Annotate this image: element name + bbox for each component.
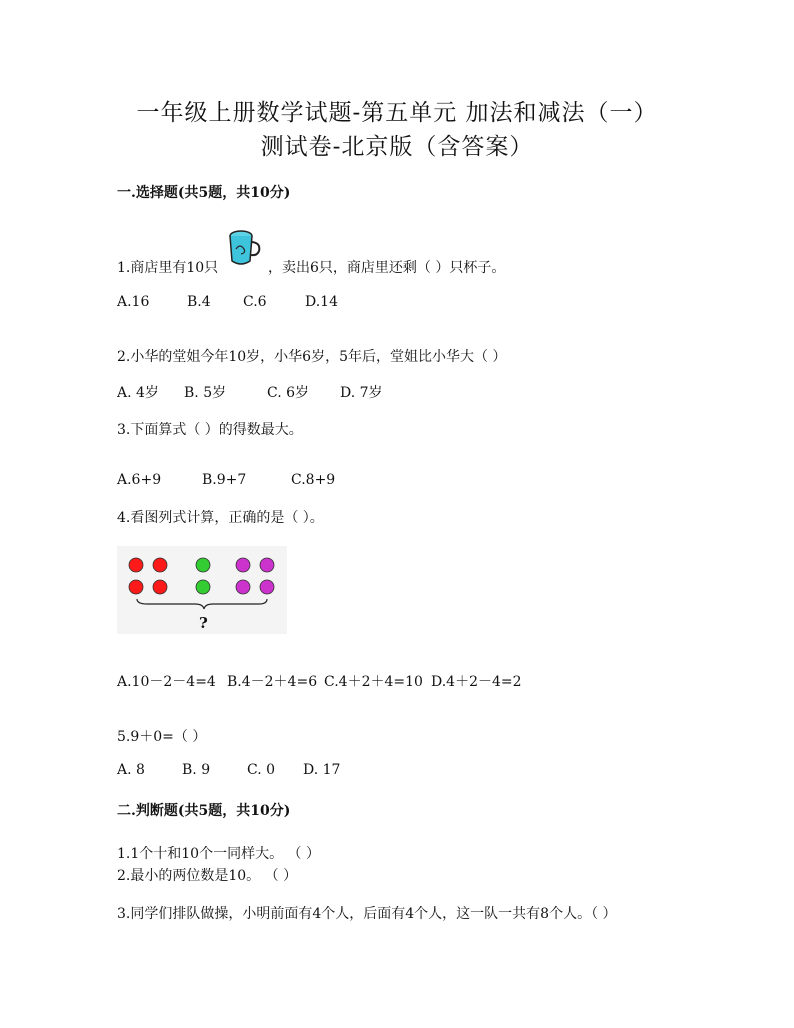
judge-1-text: 1.1个十和10个一同样大。 （ ）: [117, 846, 320, 862]
option-b: B.9+7: [202, 472, 247, 488]
option-c: C.6: [243, 294, 267, 310]
option-b: B.4－2＋4=6: [227, 674, 318, 690]
option-a: A.6+9: [117, 472, 162, 488]
section-choice-heading: 一.选择题(共5题，共10分): [117, 185, 291, 201]
option-a: A. 8: [117, 762, 145, 778]
option-a: A.16: [117, 294, 150, 310]
red-dot: [153, 558, 167, 572]
brace: [137, 599, 267, 609]
page-subtitle: 测试卷-北京版（含答案）: [260, 134, 534, 160]
option-a: A.10－2－4=4: [117, 674, 216, 690]
option-d: D.14: [305, 294, 338, 310]
option-a: A. 4岁: [117, 385, 159, 401]
question-1-suffix: ，卖出6只，商店里还剩（ ）只杯子。: [268, 260, 506, 276]
purple-dot: [260, 558, 274, 572]
question-4-text: 4.看图列式计算，正确的是（ ）。: [117, 510, 324, 526]
question-1-prefix: 1.商店里有10只: [117, 260, 219, 276]
green-dot: [196, 580, 210, 594]
option-b: B. 5岁: [184, 385, 227, 401]
option-b: B. 9: [182, 762, 211, 778]
option-c: C. 6岁: [267, 385, 310, 401]
page-title: 一年级上册数学试题-第五单元 加法和减法（一）: [136, 100, 658, 126]
option-c: C.8+9: [291, 472, 336, 488]
judge-2-text: 2.最小的两位数是10。 （ ）: [117, 868, 298, 884]
cup-icon: [226, 227, 262, 267]
question-5-text: 5.9＋0=（ ）: [117, 729, 207, 745]
question-2-text: 2.小华的堂姐今年10岁，小华6岁，5年后，堂姐比小华大（ ）: [117, 349, 507, 365]
green-dot: [196, 558, 210, 572]
dots-figure: [117, 546, 287, 634]
question-mark-label: ?: [199, 614, 208, 632]
question-4-options: [117, 671, 522, 691]
section-judge-heading: 二.判断题(共5题，共10分): [117, 803, 291, 819]
question-5-options: [117, 762, 340, 778]
dots-figure-svg: [117, 546, 287, 634]
purple-dot: [260, 580, 274, 594]
option-d: D. 17: [303, 762, 341, 778]
option-d: D. 7岁: [340, 385, 383, 401]
question-2-options: [117, 382, 383, 402]
red-dot: [129, 558, 143, 572]
purple-dot: [236, 580, 250, 594]
question-3-options: [117, 472, 335, 488]
judge-3-text: 3.同学们排队做操，小明前面有4个人，后面有4个人，这一队一共有8个人。（ ）: [117, 906, 617, 922]
question-3-text: 3.下面算式（ ）的得数最大。: [117, 422, 303, 438]
option-b: B.4: [187, 294, 211, 310]
option-c: C.4＋2＋4=10: [324, 674, 423, 690]
option-c: C. 0: [247, 762, 276, 778]
red-dot: [129, 580, 143, 594]
red-dot: [153, 580, 167, 594]
question-1-options: [117, 294, 338, 310]
purple-dot: [236, 558, 250, 572]
option-d: D.4＋2－4=2: [431, 674, 522, 690]
